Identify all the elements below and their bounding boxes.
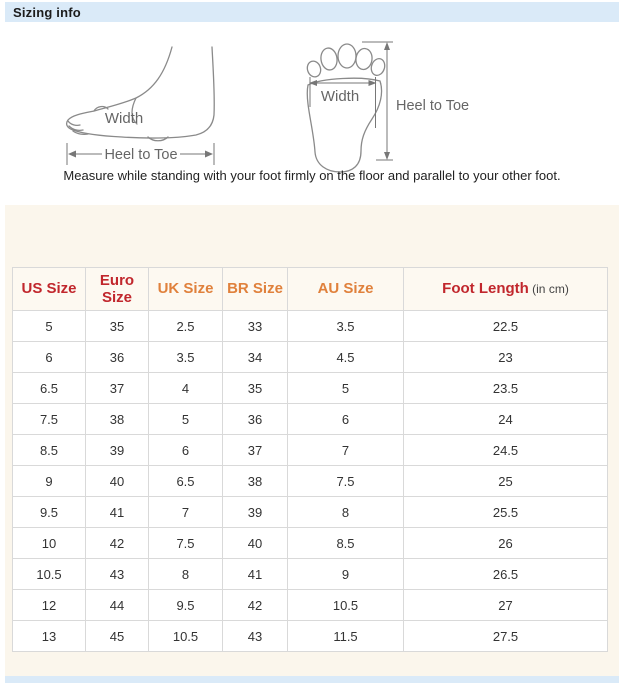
size-cell: 25.5	[404, 497, 608, 528]
size-cell: 3.5	[149, 342, 223, 373]
size-cell: 5	[13, 311, 86, 342]
section-header-bar	[5, 2, 619, 22]
table-row	[13, 497, 608, 528]
size-cell: 44	[86, 590, 149, 621]
size-cell: 7	[288, 435, 404, 466]
sole-heel-to-toe-dimension-line	[362, 42, 393, 160]
size-cell: 38	[86, 404, 149, 435]
size-conversion-table	[12, 267, 608, 652]
column-header-foot_length: Foot Length (in cm)	[404, 268, 608, 311]
column-header-euro: Euro Size	[86, 268, 149, 311]
size-cell: 6	[13, 342, 86, 373]
foot-side-view-diagram	[60, 33, 235, 173]
foot-sole-outline	[305, 44, 386, 172]
size-cell: 5	[149, 404, 223, 435]
size-cell: 41	[86, 497, 149, 528]
size-cell: 7	[149, 497, 223, 528]
table-row	[13, 435, 608, 466]
size-cell: 24	[404, 404, 608, 435]
size-cell: 11.5	[288, 621, 404, 652]
size-cell: 39	[86, 435, 149, 466]
size-cell: 10.5	[13, 559, 86, 590]
table-row	[13, 559, 608, 590]
size-cell: 12	[13, 590, 86, 621]
size-cell: 6	[149, 435, 223, 466]
size-cell: 23	[404, 342, 608, 373]
size-cell: 3.5	[288, 311, 404, 342]
column-header-uk: UK Size	[149, 268, 223, 311]
table-row	[13, 342, 608, 373]
size-cell: 43	[223, 621, 288, 652]
size-cell: 8	[288, 497, 404, 528]
size-cell: 42	[223, 590, 288, 621]
section-title: Sizing info	[13, 4, 81, 20]
sole-width-label: Width	[320, 88, 360, 105]
size-cell: 22.5	[404, 311, 608, 342]
table-row	[13, 311, 608, 342]
table-row	[13, 373, 608, 404]
size-cell: 7.5	[149, 528, 223, 559]
measurement-diagram-area	[5, 22, 619, 205]
size-cell: 40	[86, 466, 149, 497]
size-cell: 9	[13, 466, 86, 497]
size-cell: 8	[149, 559, 223, 590]
size-cell: 6	[288, 404, 404, 435]
size-cell: 6.5	[149, 466, 223, 497]
size-cell: 41	[223, 559, 288, 590]
column-header-us: US Size	[13, 268, 86, 311]
size-cell: 13	[13, 621, 86, 652]
table-row	[13, 404, 608, 435]
size-cell: 10	[13, 528, 86, 559]
size-cell: 26.5	[404, 559, 608, 590]
size-cell: 8.5	[13, 435, 86, 466]
size-cell: 2.5	[149, 311, 223, 342]
size-cell: 9.5	[149, 590, 223, 621]
size-cell: 6.5	[13, 373, 86, 404]
column-header-suffix: (in cm)	[528, 282, 569, 297]
size-cell: 27.5	[404, 621, 608, 652]
size-table-section	[5, 205, 619, 676]
column-header-br: BR Size	[223, 268, 288, 311]
table-row	[13, 621, 608, 652]
size-cell: 23.5	[404, 373, 608, 404]
size-cell: 36	[86, 342, 149, 373]
size-cell: 36	[223, 404, 288, 435]
size-cell: 7.5	[13, 404, 86, 435]
size-cell: 5	[288, 373, 404, 404]
size-cell: 39	[223, 497, 288, 528]
size-cell: 10.5	[288, 590, 404, 621]
size-cell: 34	[223, 342, 288, 373]
size-cell: 9.5	[13, 497, 86, 528]
size-table-head-row	[13, 268, 608, 311]
size-cell: 33	[223, 311, 288, 342]
size-cell: 10.5	[149, 621, 223, 652]
size-cell: 40	[223, 528, 288, 559]
sole-heel-to-toe-label: Heel to Toe	[396, 98, 470, 114]
table-row	[13, 528, 608, 559]
size-cell: 37	[223, 435, 288, 466]
size-cell: 8.5	[288, 528, 404, 559]
size-cell: 37	[86, 373, 149, 404]
size-cell: 43	[86, 559, 149, 590]
size-cell: 38	[223, 466, 288, 497]
size-cell: 45	[86, 621, 149, 652]
size-cell: 26	[404, 528, 608, 559]
foot-sole-view-diagram	[300, 33, 470, 173]
size-cell: 35	[86, 311, 149, 342]
bottom-divider-bar	[5, 676, 619, 683]
size-cell: 25	[404, 466, 608, 497]
size-cell: 27	[404, 590, 608, 621]
side-width-label: Width	[104, 110, 144, 127]
side-heel-to-toe-label: Heel to Toe	[104, 147, 178, 163]
size-cell: 7.5	[288, 466, 404, 497]
size-cell: 35	[223, 373, 288, 404]
size-cell: 9	[288, 559, 404, 590]
size-cell: 4	[149, 373, 223, 404]
column-header-au: AU Size	[288, 268, 404, 311]
size-cell: 42	[86, 528, 149, 559]
measure-instruction: Measure while standing with your foot firmly on the floor and parallel to your other foot.	[63, 168, 561, 183]
table-row	[13, 466, 608, 497]
size-cell: 4.5	[288, 342, 404, 373]
size-table-body	[13, 311, 608, 652]
table-row	[13, 590, 608, 621]
size-cell: 24.5	[404, 435, 608, 466]
